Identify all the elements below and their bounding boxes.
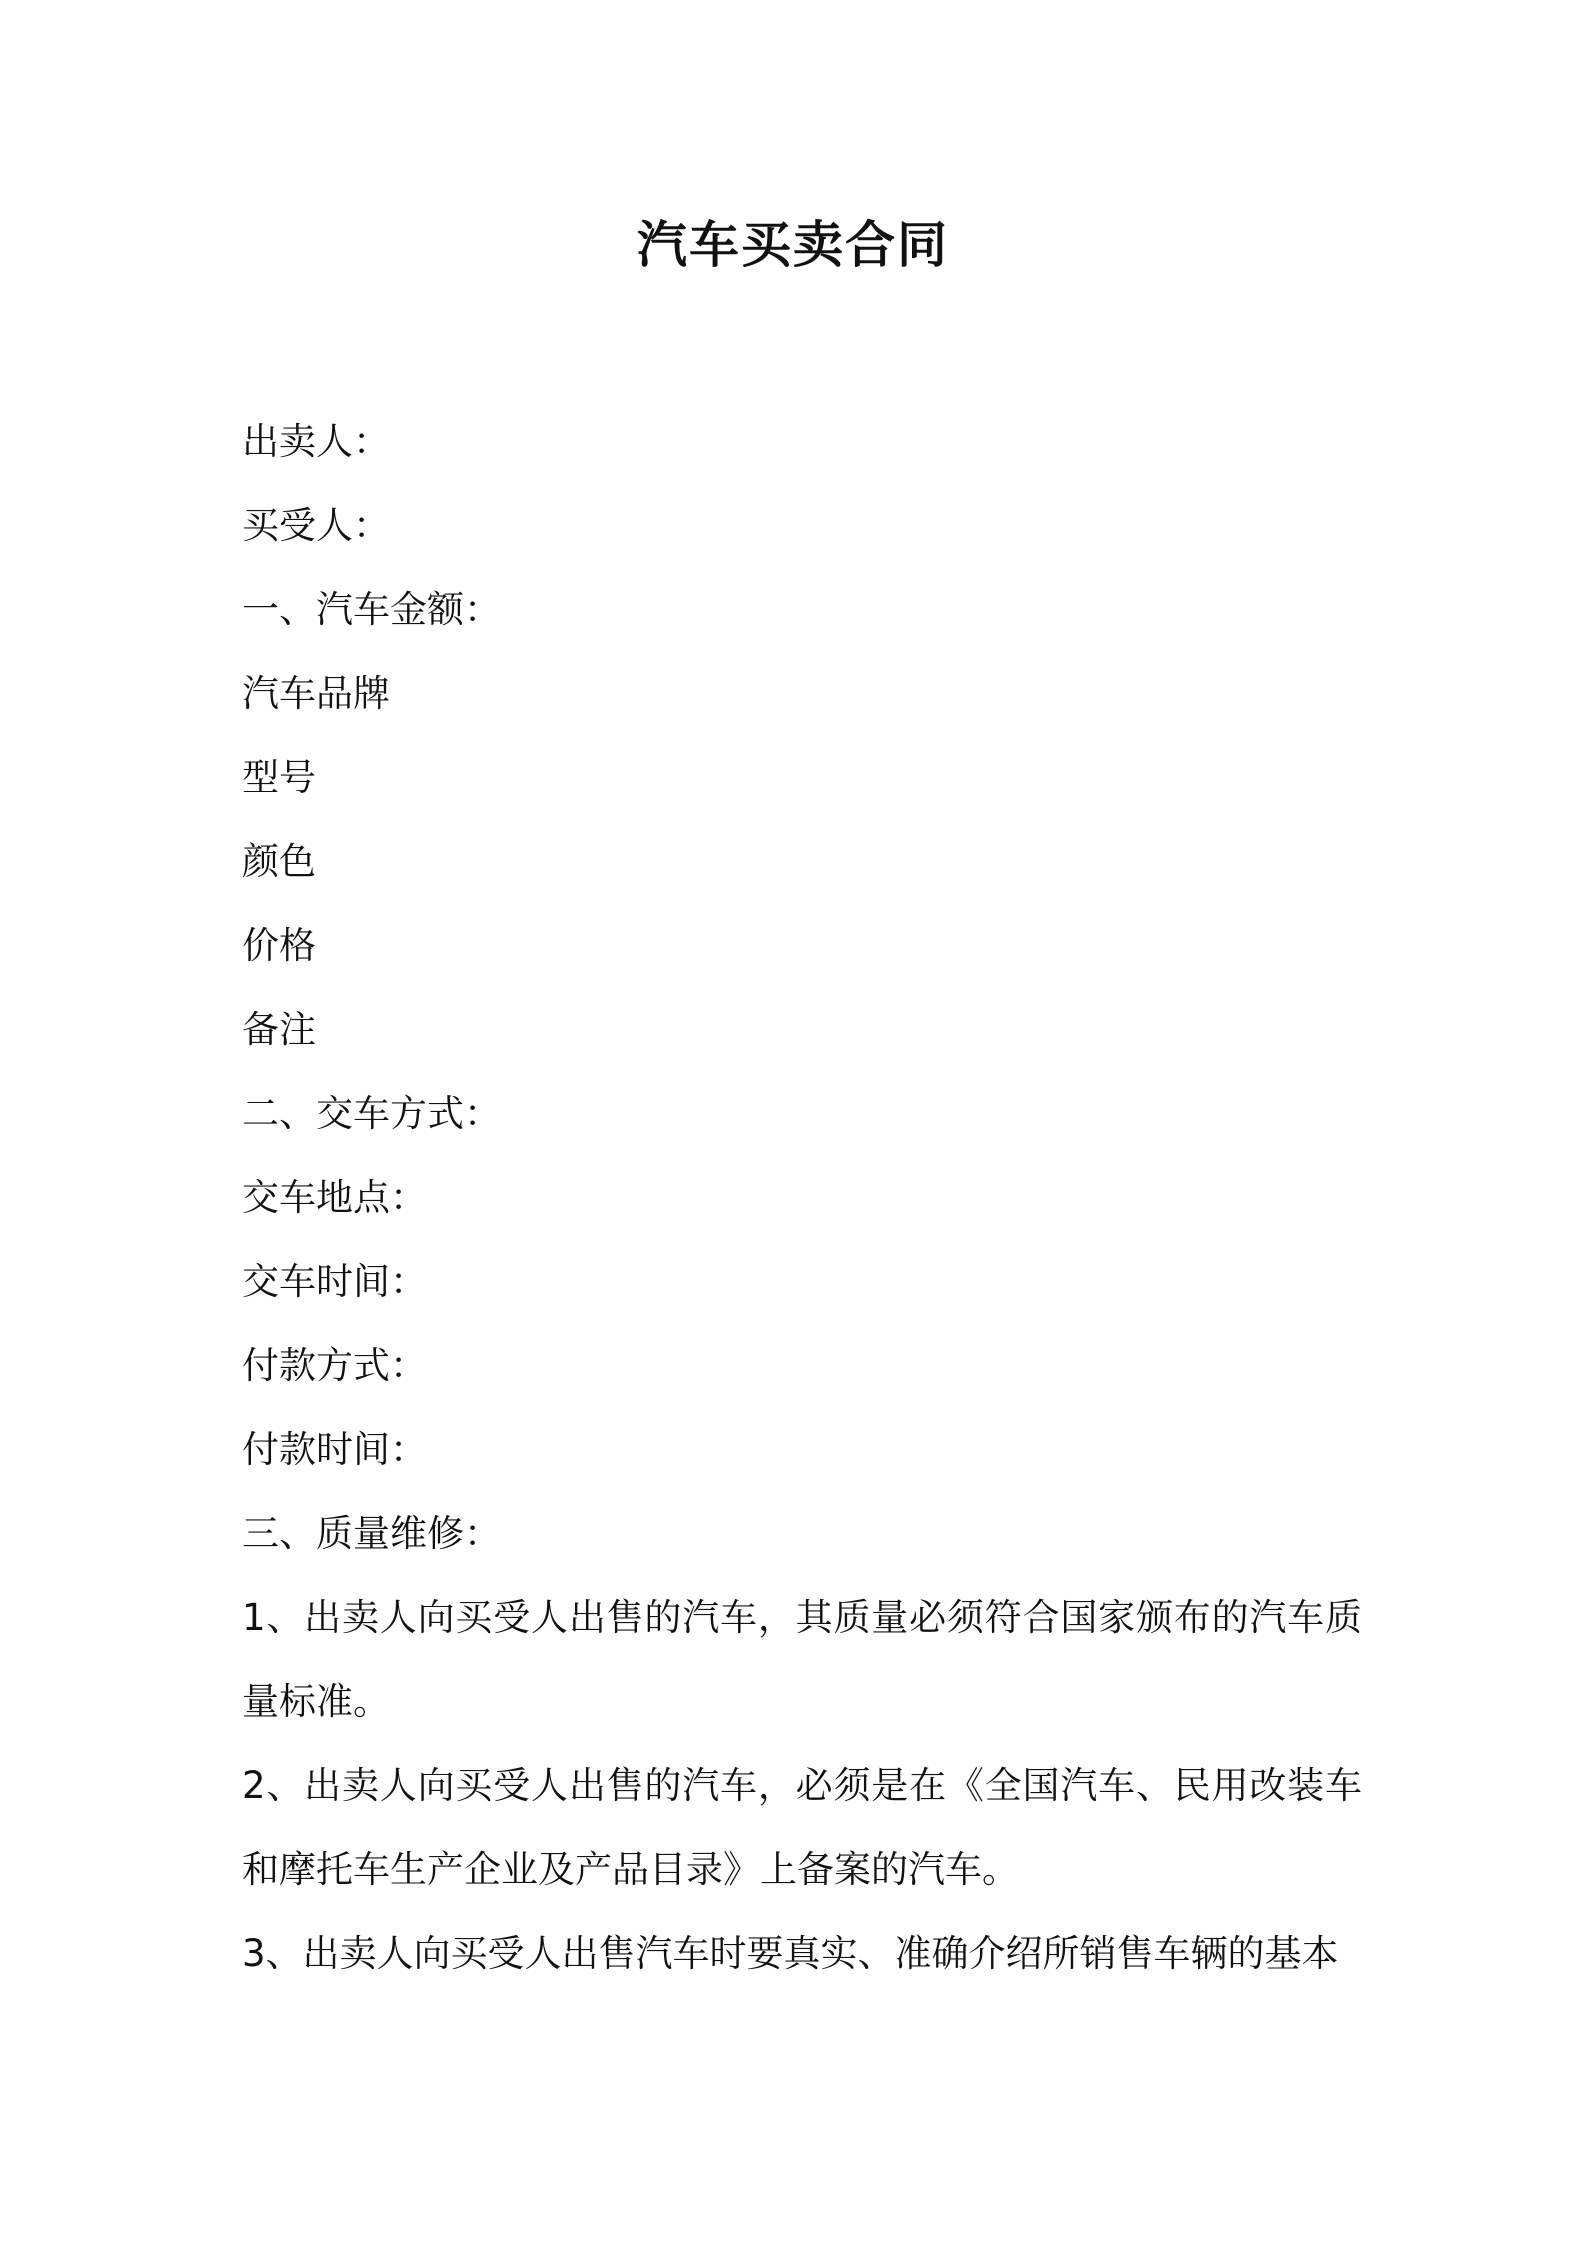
delivery-location-line: 交车地点： [242, 1176, 427, 1219]
delivery-time-line: 交车时间： [242, 1260, 427, 1303]
buyer-line: 买受人： [242, 504, 390, 547]
document-title: 汽车买卖合同 [637, 216, 949, 274]
section-heading-amount: 一、汽车金额： [242, 588, 501, 631]
seller-line: 出卖人： [242, 420, 390, 463]
section-heading-quality: 三、质量维修： [242, 1512, 501, 1555]
payment-method-line: 付款方式： [242, 1344, 427, 1387]
car-brand-line: 汽车品牌 [242, 672, 390, 715]
color-line: 颜色 [242, 840, 316, 883]
clause-paragraph-2: 2、出卖人向买受人出售的汽车，必须是在《全国汽车、民用改装车和摩托车生产企业及产品目录》上备案的汽车。 [242, 1764, 1362, 1891]
clause-paragraph-1: 1、出卖人向买受人出售的汽车，其质量必须符合国家颁布的汽车质量标准。 [242, 1596, 1362, 1723]
model-line: 型号 [242, 756, 316, 799]
price-line: 价格 [242, 924, 316, 967]
clause-paragraph-3: 3、出卖人向买受人出售汽车时要真实、准确介绍所销售车辆的基本 [242, 1932, 1339, 1975]
section-heading-delivery: 二、交车方式： [242, 1092, 501, 1135]
remarks-line: 备注 [242, 1008, 316, 1051]
payment-time-line: 付款时间： [242, 1428, 427, 1471]
document-body [242, 400, 1362, 1996]
